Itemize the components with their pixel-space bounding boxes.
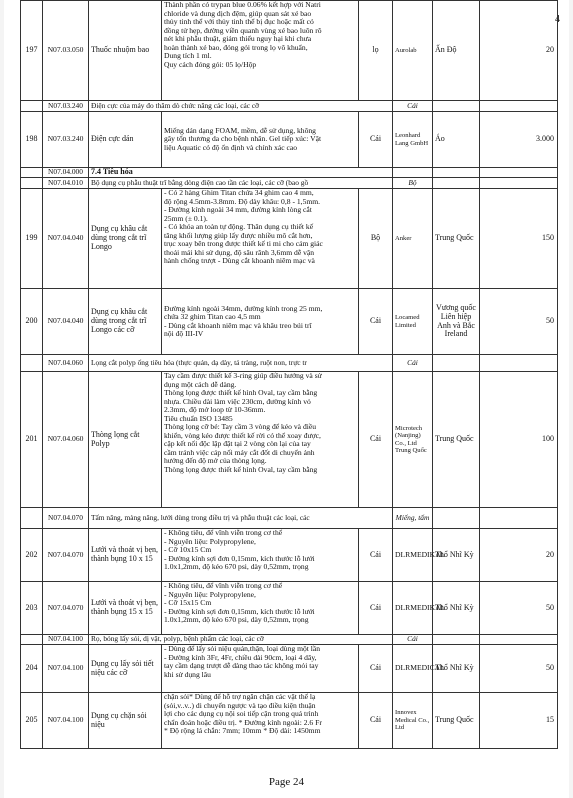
row-number: 200 <box>21 289 43 355</box>
item-description: chặn sỏi* Dùng để hỗ trợ ngăn chặn các vật thể lạ (sỏi,v..v..) di chuyển ngược và tạo điều kiện thuận lợi cho các dụng cụ nội soi tiếp cận trong quá trình chẩn đoán hoặc điều trị. * Đường kính ngoài: 2.6 Fr * Độ rộng lá chắn: 7mm; 10mm * Độ dài: 1450mm <box>162 693 359 749</box>
item-quantity: 100 <box>480 372 558 508</box>
item-name: Dụng cụ khâu cắt dùng trong cắt trĩ Longo <box>89 189 162 289</box>
table-row <box>21 645 558 693</box>
table-row <box>21 529 558 582</box>
item-name: Lưới và thoát vị bẹn, thành bụng 15 x 15 <box>89 582 162 635</box>
item-description: Miếng dán dạng FOAM, mềm, dễ sử dụng, không gây tổn thương da cho bệnh nhân. Gel tiếp xúc: Vật liệu Aquatic có độ ổn định và chính xác cao <box>162 112 359 168</box>
row-number: 202 <box>21 529 43 582</box>
group-row <box>21 635 558 645</box>
row-number: 203 <box>21 582 43 635</box>
item-manufacturer: DLRMEDIKAL <box>393 529 433 582</box>
item-country: Vương quốc Liên hiệp Anh và Bắc Ireland <box>433 289 480 355</box>
row-number: 199 <box>21 189 43 289</box>
item-quantity: 20 <box>480 1 558 101</box>
group-row <box>21 101 558 112</box>
item-quantity: 50 <box>480 582 558 635</box>
row-number: 205 <box>21 693 43 749</box>
group-title: Rọ, bóng lấy sỏi, dị vật, polyp, bệnh phẩm các loại, các cỡ <box>89 635 393 645</box>
group-unit: Miếng, tấm <box>393 508 433 529</box>
item-unit: Cái <box>359 645 393 693</box>
item-code: N07.04.100 <box>43 645 89 693</box>
group-code: N07.04.010 <box>43 178 89 189</box>
item-country: Ấn Độ <box>433 1 480 101</box>
item-country: Trung Quốc <box>433 372 480 508</box>
item-code: N07.04.100 <box>43 693 89 749</box>
section-code: N07.04.000 <box>43 168 89 178</box>
item-manufacturer: Leonhard Lang GmbH <box>393 112 433 168</box>
section-title: 7.4 Tiêu hóa <box>89 168 393 178</box>
table-row <box>21 582 558 635</box>
item-quantity: 150 <box>480 189 558 289</box>
item-code: N07.04.070 <box>43 529 89 582</box>
item-name: Thòng lọng cắt Polyp <box>89 372 162 508</box>
item-code: N07.04.060 <box>43 372 89 508</box>
item-description: - Không tiêu, để vĩnh viễn trong cơ thể - Nguyên liệu: Polypropylene, - Cỡ 15x15 Cm - Đường kính sợi đơn 0,15mm, kích thước lỗ lưới 1.0x1,2mm, độ kéo 670 psi, dày 0,52mm, trọng <box>162 582 359 635</box>
item-name: Dụng cụ khâu cắt dùng trong cắt trĩ Longo các cỡ <box>89 289 162 355</box>
item-description: - Dùng để lấy sỏi niệu quản,thận, loại dùng một lần - Đường kính 3Fr, 4Fr, chiều dài 90cm, loại 4 dây, tay cầm dạng trượt dễ dàng thao tác không mỏi tay khi sử dụng lâu <box>162 645 359 693</box>
table-row <box>21 372 558 508</box>
group-unit: Bộ <box>393 178 433 189</box>
row-number: 204 <box>21 645 43 693</box>
group-unit: Cái <box>393 355 433 372</box>
item-description: - Không tiêu, để vĩnh viễn trong cơ thể - Nguyên liệu: Polypropylene, - Cỡ 10x15 Cm - Đường kính sợi đơn 0,15mm, kích thước lỗ lưới 1.0x1,2mm, độ kéo 670 psi, dày 0,52mm, trọng <box>162 529 359 582</box>
row-number: 198 <box>21 112 43 168</box>
item-unit: Cái <box>359 112 393 168</box>
table-row <box>21 1 558 101</box>
item-manufacturer: DLRMEDIKAL <box>393 582 433 635</box>
item-quantity: 20 <box>480 529 558 582</box>
item-manufacturer: Anker <box>393 189 433 289</box>
item-quantity: 15 <box>480 693 558 749</box>
item-unit: Cái <box>359 289 393 355</box>
item-quantity: 50 <box>480 289 558 355</box>
item-description: Tay cầm được thiết kế 3-ring giúp điều hướng và sử dụng một cách dễ dàng. Thòng lọng được thiết kế hình Oval, tay cầm bằng nhựa. Chiều dài làm việc 230cm, đường kính vỏ 2.3mm, độ mở loop từ 10-36mm. Tiêu chuẩn ISO 13485 Thòng lọng cỡ bé: Tay cầm 3 vòng để kéo và điều khiển, vòng kéo được thiết kế rời có thể xoay được, cặp kết nối độc lập đặt tại 2 vòng còn lại của tay cầm tránh việc cáp nối máy cắt đốt di chuyển ảnh hưởng đến độ mở của thòng lọng. Thòng lọng được thiết kế hình Oval, tay cầm bằng <box>162 372 359 508</box>
item-code: N07.03.240 <box>43 112 89 168</box>
item-code: N07.04.070 <box>43 582 89 635</box>
item-quantity: 50 <box>480 645 558 693</box>
item-country: Thổ Nhĩ Kỳ <box>433 645 480 693</box>
item-country: Áo <box>433 112 480 168</box>
document-page <box>4 0 569 798</box>
group-unit: Cái <box>393 101 433 112</box>
item-manufacturer: Innovex Medical Co., Ltd <box>393 693 433 749</box>
item-name: Điện cực dán <box>89 112 162 168</box>
item-manufacturer: DLRMEDICAL <box>393 645 433 693</box>
group-code: N07.03.240 <box>43 101 89 112</box>
group-title: Tấm nâng, màng nâng, lưới dùng trong điều trị và phẫu thuật các loại, các <box>89 508 393 529</box>
item-description: Thành phần có trypan blue 0.06% kết hợp với Natri chloride và dung dịch đệm, giúp quan sát xé bao thủy tinh thể với thủy tinh thể bị đục hoặc mất có đồng tử hẹp, đường viền quanh vùng xé bao luôn rõ nét khi phẫu thuật, giảm thiểu nguy hại khi chưa hoàn thành xé bao, đóng gói trong lọ vô khuẩn, Dung tích 1 ml. Quy cách đóng gói: 05 lọ/Hộp <box>162 1 359 101</box>
group-row <box>21 355 558 372</box>
item-unit: Cái <box>359 693 393 749</box>
table-row <box>21 693 558 749</box>
group-row <box>21 178 558 189</box>
row-number: 201 <box>21 372 43 508</box>
group-code: N07.04.060 <box>43 355 89 372</box>
item-country: Thổ Nhĩ Kỳ <box>433 529 480 582</box>
item-quantity: 3.000 <box>480 112 558 168</box>
item-manufacturer: Locamed Limited <box>393 289 433 355</box>
group-title: Điện cực của máy đo thăm dò chức năng các loại, các cỡ <box>89 101 393 112</box>
item-unit: Cái <box>359 372 393 508</box>
section-row <box>21 168 558 178</box>
item-name: Dụng cụ chặn sỏi niệu <box>89 693 162 749</box>
item-name: Thuốc nhuộm bao <box>89 1 162 101</box>
group-title: Lọng cắt polyp ống tiêu hóa (thực quản, dạ dày, tá tràng, ruột non, trực tr <box>89 355 393 372</box>
item-name: Lưới và thoát vị bẹn, thành bụng 10 x 15 <box>89 529 162 582</box>
item-unit: Cái <box>359 582 393 635</box>
item-code: N07.04.040 <box>43 289 89 355</box>
group-code: N07.04.100 <box>43 635 89 645</box>
table-row <box>21 112 558 168</box>
item-country: Thổ Nhĩ Kỳ <box>433 582 480 635</box>
table-row <box>21 289 558 355</box>
item-unit: Cái <box>359 529 393 582</box>
item-code: N07.03.050 <box>43 1 89 101</box>
row-number: 197 <box>21 1 43 101</box>
item-description: Đường kính ngoài 34mm, đường kính trong 25 mm, chứa 32 ghim Titan cao 4,5 mm - Dùng cắt khoanh niêm mạc và khâu treo búi trĩ nội độ III-IV <box>162 289 359 355</box>
item-country: Trung Quốc <box>433 693 480 749</box>
item-name: Dụng cụ lấy sỏi tiết niệu các cỡ <box>89 645 162 693</box>
item-manufacturer: Microtech (Nanjing) Co., Ltd Trung Quốc <box>393 372 433 508</box>
table-row <box>21 189 558 289</box>
item-country: Trung Quốc <box>433 189 480 289</box>
item-manufacturer: Aurolab <box>393 1 433 101</box>
group-unit: Cái <box>393 635 433 645</box>
item-code: N07.04.040 <box>43 189 89 289</box>
group-code: N07.04.070 <box>43 508 89 529</box>
group-title: Bộ dụng cụ phẫu thuật trĩ bằng dòng điện cao tần các loại, các cỡ (bao gồ <box>89 178 393 189</box>
item-unit: lọ <box>359 1 393 101</box>
equipment-table <box>20 0 558 749</box>
item-unit: Bộ <box>359 189 393 289</box>
page-number-top: 4 <box>555 14 560 25</box>
item-description: - Có 2 hàng Ghim Titan chứa 34 ghim cao 4 mm, độ rộng 4.5mm-3.8mm. Độ dày khâu: 0,8 - 1,5mm. - Đường kính ngoài 34 mm, đường kính lòng cắt 25mm (± 0.1). - Có khóa an toàn tự động. Thân dụng cụ thiết kế tăng khối lượng giúp lấy được nhiều mô cắt hơn, trục xoay bên trong được thiết kế ti mi cho cảm giác thoải mái khi sử dụng, độ sâu rãnh 3,6mm dễ vận hành chống trượt - Dùng cắt khoanh niêm mạc và <box>162 189 359 289</box>
page-footer: Page 24 <box>268 776 305 788</box>
group-row <box>21 508 558 529</box>
